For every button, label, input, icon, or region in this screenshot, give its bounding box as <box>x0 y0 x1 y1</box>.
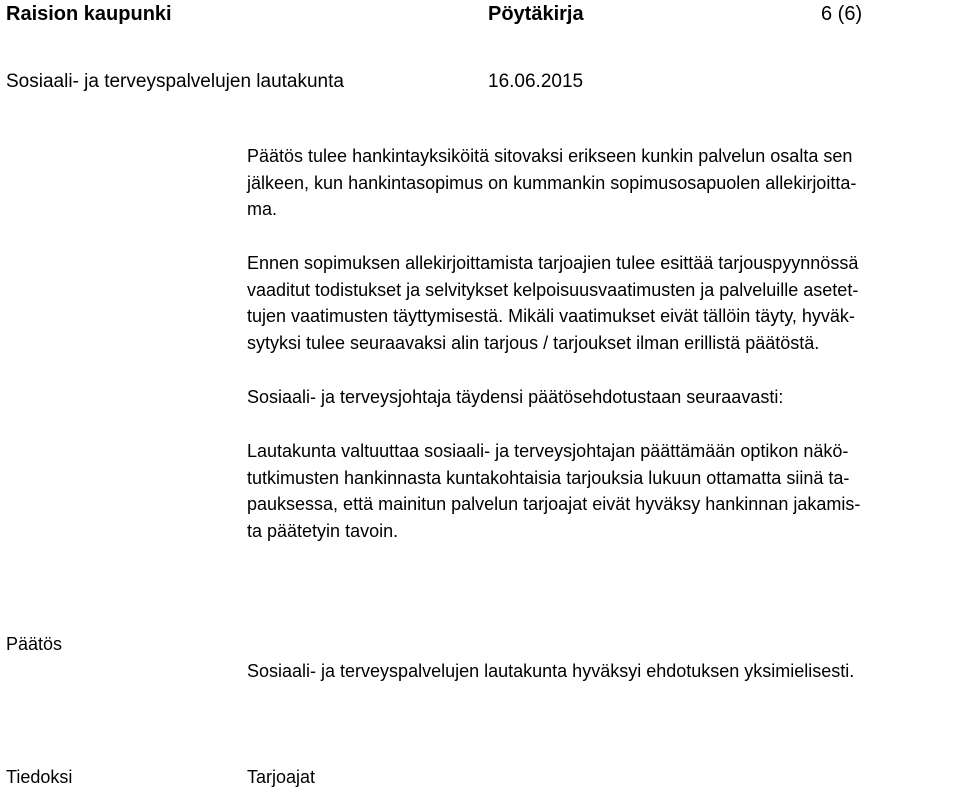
decision-text: Sosiaali- ja terveyspalvelujen lautakunta hyväksyi ehdotuksen yksimielisesti. <box>247 661 855 681</box>
page-number: 6 (6) <box>821 3 863 25</box>
paragraph-line: ma. <box>247 199 278 219</box>
paragraph-line: Päätös tulee hankintayksiköitä sitovaksi erikseen kunkin palvelun osalta sen <box>247 146 853 166</box>
paragraph-line: tujen vaatimusten täyttymisestä. Mikäli vaatimukset eivät tällöin täyty, hyväk- <box>247 306 855 326</box>
paragraph-3 <box>247 384 783 411</box>
paragraph-line: jälkeen, kun hankintasopimus on kummankin sopimusosapuolen allekirjoitta- <box>247 172 857 193</box>
paragraph-4 <box>247 438 860 544</box>
paragraph-line: ta päätetyin tavoin. <box>247 520 399 541</box>
paragraph-2 <box>247 250 858 356</box>
paragraph-line: vaaditut todistukset ja selvitykset kelpoisuusvaatimusten ja palveluille asetet- <box>247 279 859 300</box>
committee-name: Sosiaali- ja terveyspalvelujen lautakunta <box>6 71 344 92</box>
paragraph-line: tutkimusten hankinnasta kuntakohtaisia tarjouksia lukuun ottamatta siinä ta- <box>247 467 850 488</box>
paragraph-line: Ennen sopimuksen allekirjoittamista tarjoajien tulee esittää tarjouspyynnössä <box>247 253 859 273</box>
meeting-date: 16.06.2015 <box>488 71 584 92</box>
paragraph-line: pauksessa, että mainitun palvelun tarjoajat eivät hyväksy hankinnan jakamis- <box>247 494 861 514</box>
paragraph-line: sytyksi tulee seuraavaksi alin tarjous / tarjoukset ilman erillistä päätöstä. <box>247 332 820 353</box>
document-type: Pöytäkirja <box>488 3 584 25</box>
notice-label: Tiedoksi <box>6 767 73 787</box>
organization-name: Raision kaupunki <box>6 3 172 25</box>
notice-recipient: Tarjoajat <box>247 767 316 787</box>
paragraph-1 <box>247 143 856 223</box>
paragraph-line: Sosiaali- ja terveysjohtaja täydensi päätösehdotustaan seuraavasti: <box>247 387 784 407</box>
decision-label: Päätös <box>6 634 63 654</box>
paragraph-line: Lautakunta valtuuttaa sosiaali- ja terveysjohtajan päättämään optikon näkö- <box>247 441 849 461</box>
